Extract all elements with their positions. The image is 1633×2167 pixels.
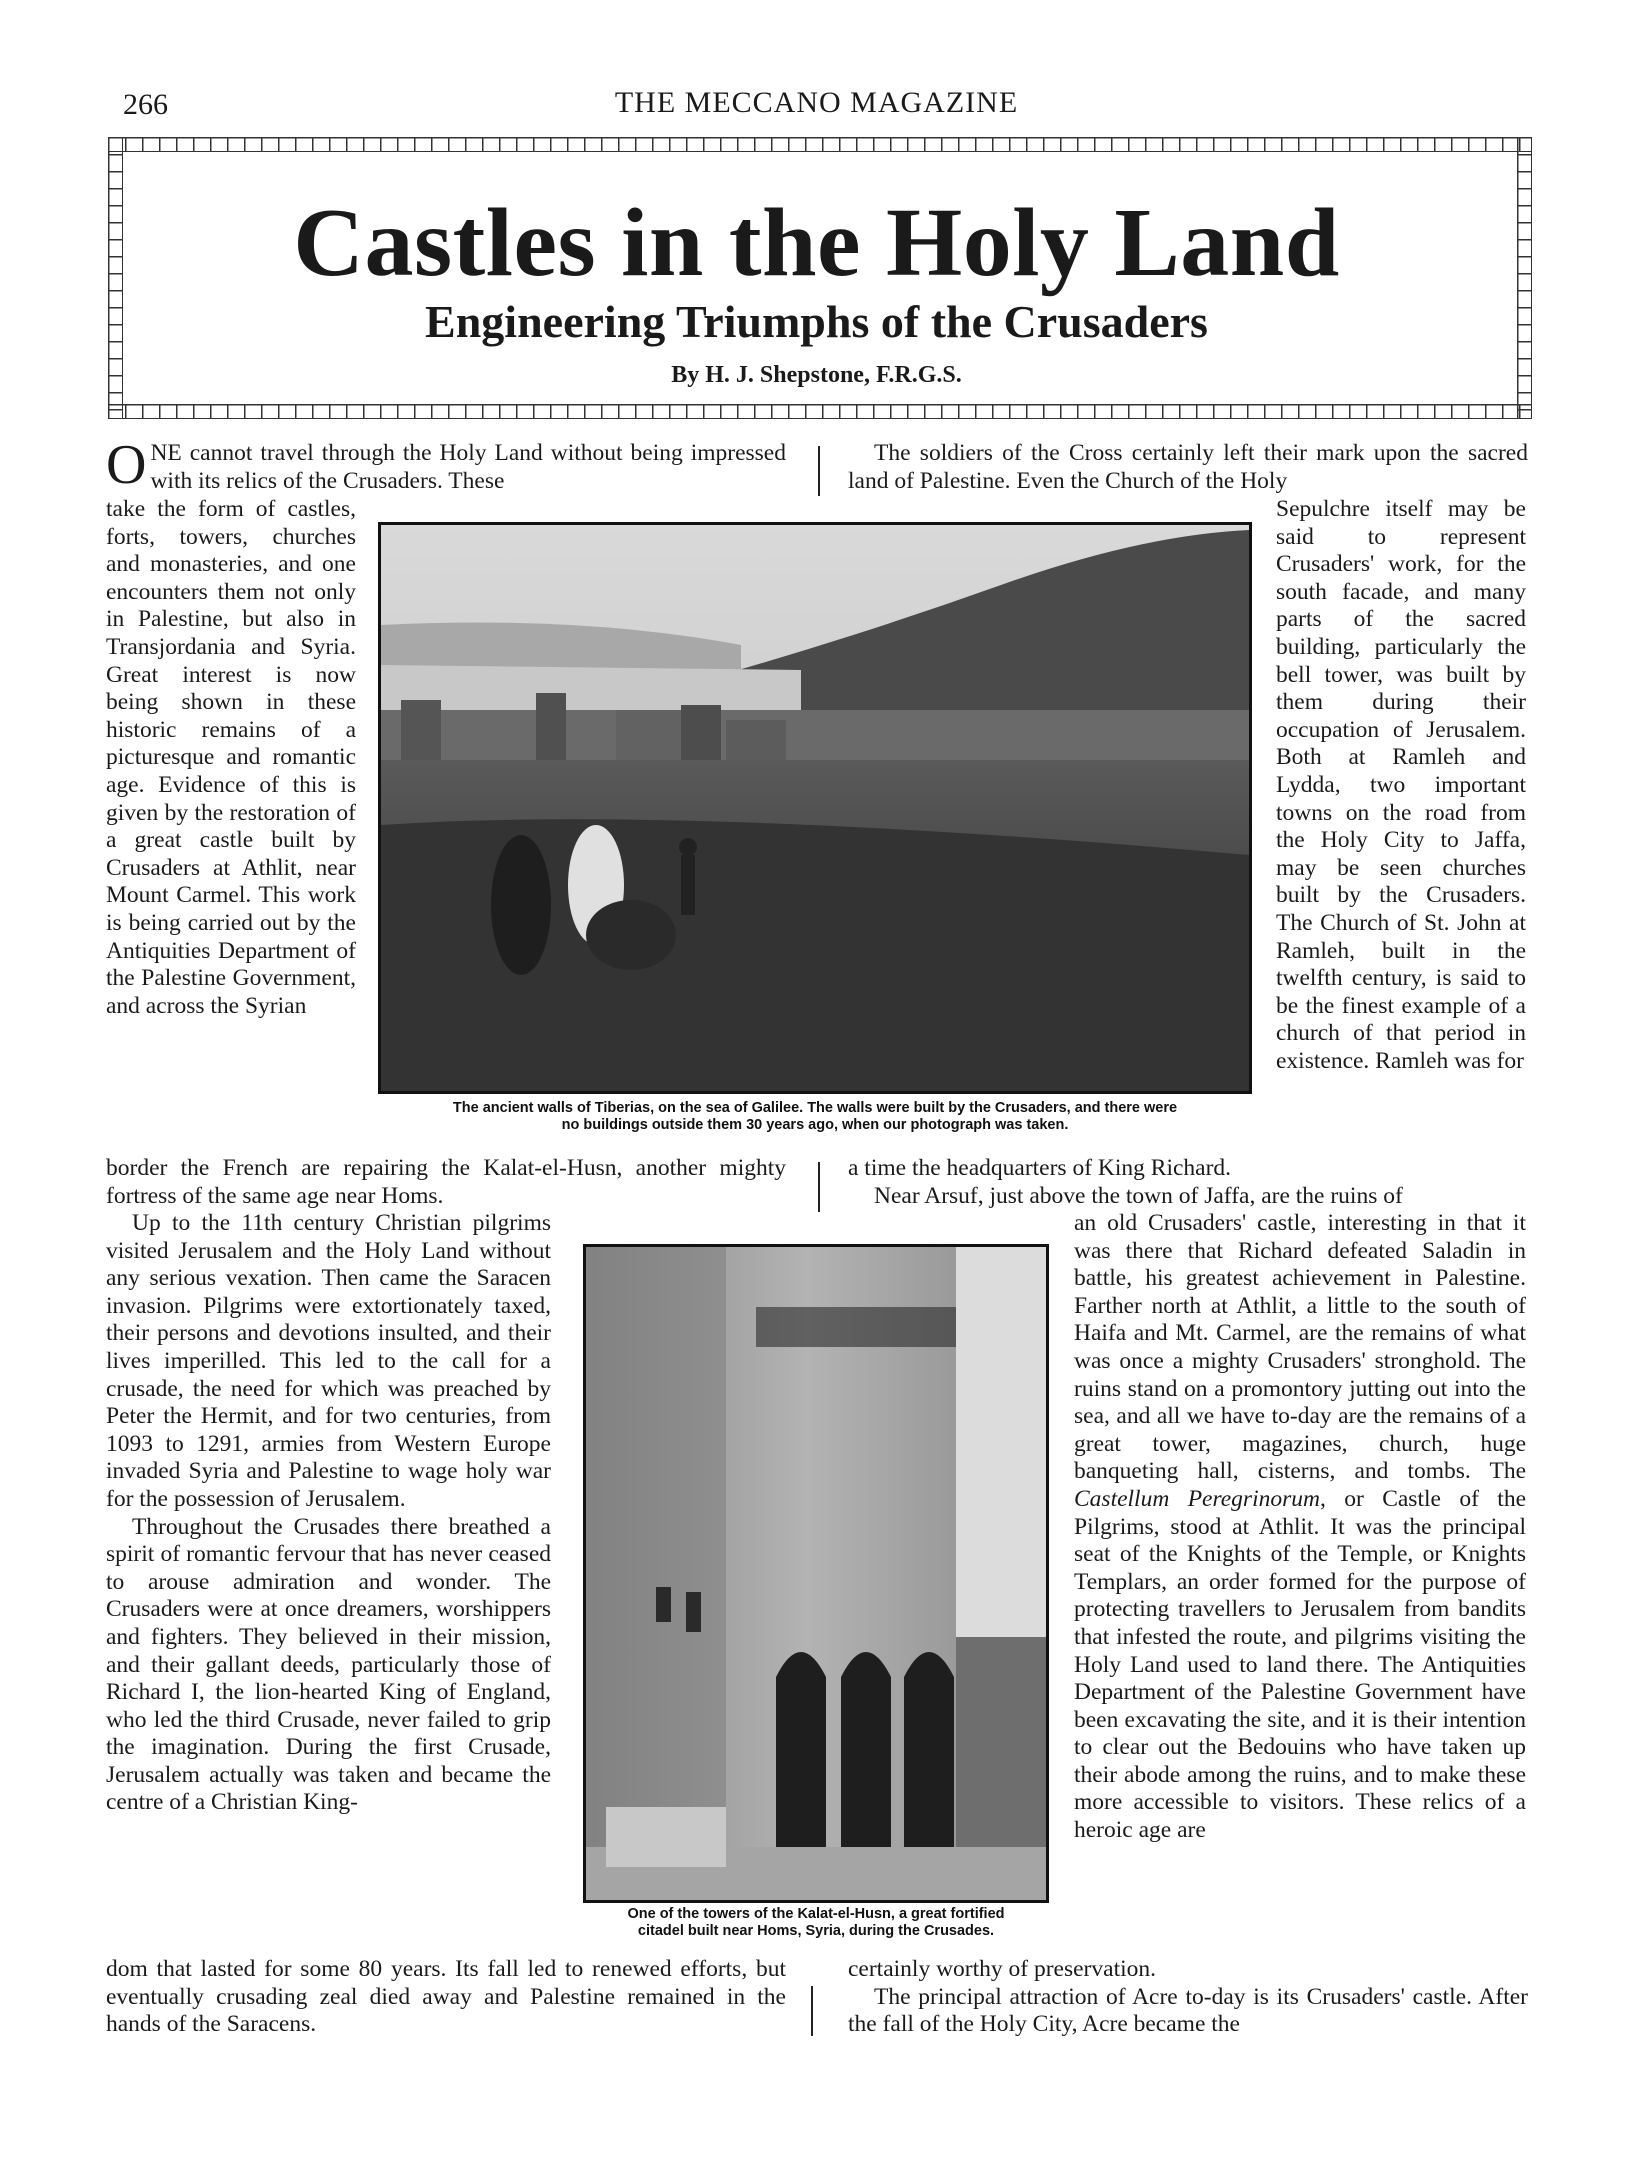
text-a-beside-tower: Up to the 11th century Christian pilgrims visited Jerusalem and the Holy Land without any serious vexation. Then came the Saracen invasion. Pilgrims were extortionately taxed, their persons and devotions insulted, and their lives imperilled. This led to the call for a crusade, the need for which was preached by Peter the Hermit, and for two centuries, from 1093 to 1291, armies from Western Europe invaded Syria and Palestine to wage holy war for the possession of Jerusalem. Throughout the Crusades there breathed a spirit of romantic fervour that has never ceased to arouse admiration and wonder. The Crusaders were at once dreamers, worshippers and fighters. They believed in their mission, and their gallant deeds, particularly those of Richard I, the lion-hearted King of England, who led the third Crusade, never failed to grip the imagination. During the first Crusade, Jerusalem actually was taken and became the centre of a Christian King- bbox=[106, 1210, 551, 1816]
column-rule-top bbox=[818, 446, 820, 496]
drop-cap: O bbox=[106, 434, 147, 496]
tiberias-caption: The ancient walls of Tiberias, on the sea of Galilee. The walls were built by the Crusaders, and there were no buildings outside them 30 years ago, when our photograph was taken. bbox=[452, 1100, 1178, 1133]
article-subtitle: Engineering Triumphs of the Crusaders bbox=[425, 296, 1208, 347]
title-frame-bottom bbox=[108, 404, 1532, 419]
tiberias-landscape-image bbox=[381, 525, 1249, 1091]
text-a-narrow: take the form of castles, forts, towers, churches and monasteries, and one encounters them not only in Palestine, but also in Transjordania and Syria. Great interest is now being shown in these historic remains of a picturesque and romantic age. Evidence of this is given by the restoration of a great castle built by Crusaders at Athlit, near Mount Carmel. This work is being carried out by the Antiquities Department of the Palestine Government, and across the Syrian bbox=[106, 496, 356, 1019]
title-frame-top bbox=[108, 137, 1532, 152]
article-title: Castles in the Holy Land bbox=[293, 189, 1340, 297]
text-a-bottom: dom that lasted for some 80 years. Its fall led to renewed efforts, but eventually crusading zeal died away and Palestine remained in the hands of the Saracens. bbox=[106, 1956, 786, 2038]
tower-photo bbox=[583, 1244, 1049, 1903]
page-number: 266 bbox=[123, 88, 168, 121]
text-b-intro: The soldiers of the Cross certainly left their mark upon the sacred land of Palestine. Even the Church of the Holy bbox=[848, 440, 1528, 494]
text-a-intro: ONE cannot travel through the Holy Land without being impressed with its relics of the Crusaders. These bbox=[106, 434, 786, 496]
text-b-bottom: certainly worthy of preservation. The principal attraction of Acre to-day is its Crusaders' castle. After the fall of the Holy City, Acre became the bbox=[848, 1956, 1528, 2038]
running-title: THE MECCANO MAGAZINE bbox=[614, 86, 1019, 119]
column-rule-mid bbox=[818, 1162, 820, 1212]
tiberias-photo bbox=[378, 522, 1252, 1094]
kalat-el-husn-tower-image bbox=[586, 1247, 1046, 1900]
article-byline: By H. J. Shepstone, F.R.G.S. bbox=[671, 362, 962, 388]
text-b-narrow: Sepulchre itself may be said to represent Crusaders' work, for the south facade, and many parts of the sacred building, particularly the bell tower, was built by them during their occupation of Jerusalem. Both at Ramleh and Lydda, two important towns on the road from the Holy City to Jaffa, may be seen churches built by the Crusaders. The Church of St. John at Ramleh, built in the twelfth century, is said to be the finest example of a church of that period in existence. Ramleh was for bbox=[1276, 496, 1526, 1074]
text-b-after-photo: a time the headquarters of King Richard. Near Arsuf, just above the town of Jaffa, are the ruins of bbox=[848, 1155, 1403, 1209]
text-a-after-photo: border the French are repairing the Kalat-el-Husn, another mighty fortress of the same age near Homs. bbox=[106, 1155, 786, 1209]
tower-caption: One of the towers of the Kalat-el-Husn, a great fortified citadel built near Homs, Syria, during the Crusades. bbox=[627, 1906, 1005, 1939]
text-b-beside-tower: an old Crusaders' castle, interesting in that it was there that Richard defeated Saladin in battle, his greatest achievement in Palestine. Farther north at Athlit, a little to the south of Haifa and Mt. Carmel, are the remains of what was once a mighty Crusaders' stronghold. The ruins stand on a promontory jutting out into the sea, and all we have to-day are the remains of a great tower, magazines, church, huge banqueting hall, cisterns, and tombs. The Castellum Peregrinorum, or Castle of the Pilgrims, stood at Athlit. It was the principal seat of the Knights of the Temple, or Knights Templars, an order formed for the purpose of protecting travellers to Jerusalem from bandits that infested the route, and pilgrims visiting the Holy Land used to land there. The Antiquities Department of the Palestine Government have been excavating the site, and it is their intention to clear out the Bedouins who have taken up their abode among the ruins, and to make these more accessible to visitors. These relics of a heroic age are bbox=[1074, 1210, 1526, 1844]
column-rule-bottom bbox=[811, 1986, 813, 2036]
